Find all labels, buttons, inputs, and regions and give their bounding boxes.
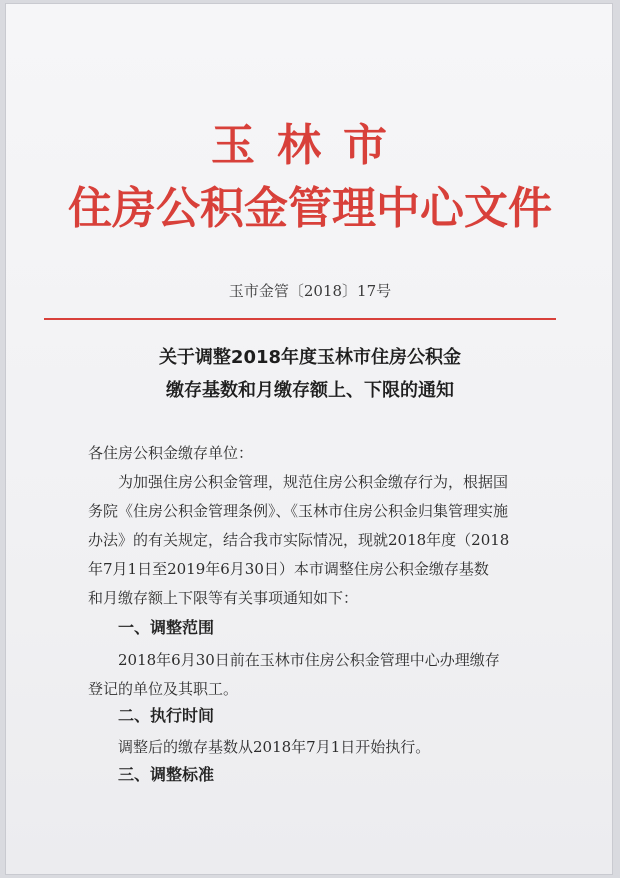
document-number: 玉市金管〔2018〕17号 (228, 282, 392, 300)
title-line-2: 缴存基数和月缴存额上、下限的通知 (166, 380, 454, 401)
paragraph1-line: 年7月1日至2019年6月30日）本市调整住房公积金缴存基数 (88, 560, 489, 578)
section2-heading: 二、执行时间 (118, 706, 215, 725)
header-city: 玉林市 (211, 120, 409, 171)
salutation: 各住房公积金缴存单位： (88, 444, 254, 462)
section1-line: 登记的单位及其职工。 (88, 680, 239, 698)
paragraph1-line: 为加强住房公积金管理，规范住房公积金缴存行为，根据国 (118, 473, 509, 491)
paragraph1-line: 务院《住房公积金管理条例》、《玉林市住房公积金归集管理实施 (88, 502, 509, 520)
section2-line: 调整后的缴存基数从2018年7月1日开始执行。 (118, 738, 431, 756)
section3-heading: 三、调整标准 (118, 765, 215, 784)
section1-heading: 一、调整范围 (118, 618, 215, 637)
header-org: 住房公积金管理中心文件 (68, 183, 552, 234)
paragraph1-line: 和月缴存额上下限等有关事项通知如下： (88, 589, 359, 607)
title-line-1: 关于调整2018年度玉林市住房公积金 (158, 347, 462, 368)
section1-line: 2018年6月30日前在玉林市住房公积金管理中心办理缴存 (118, 651, 500, 669)
red-divider (44, 318, 556, 320)
paragraph1-line: 办法》的有关规定，结合我市实际情况，现就2018年度（2018 (88, 531, 510, 549)
